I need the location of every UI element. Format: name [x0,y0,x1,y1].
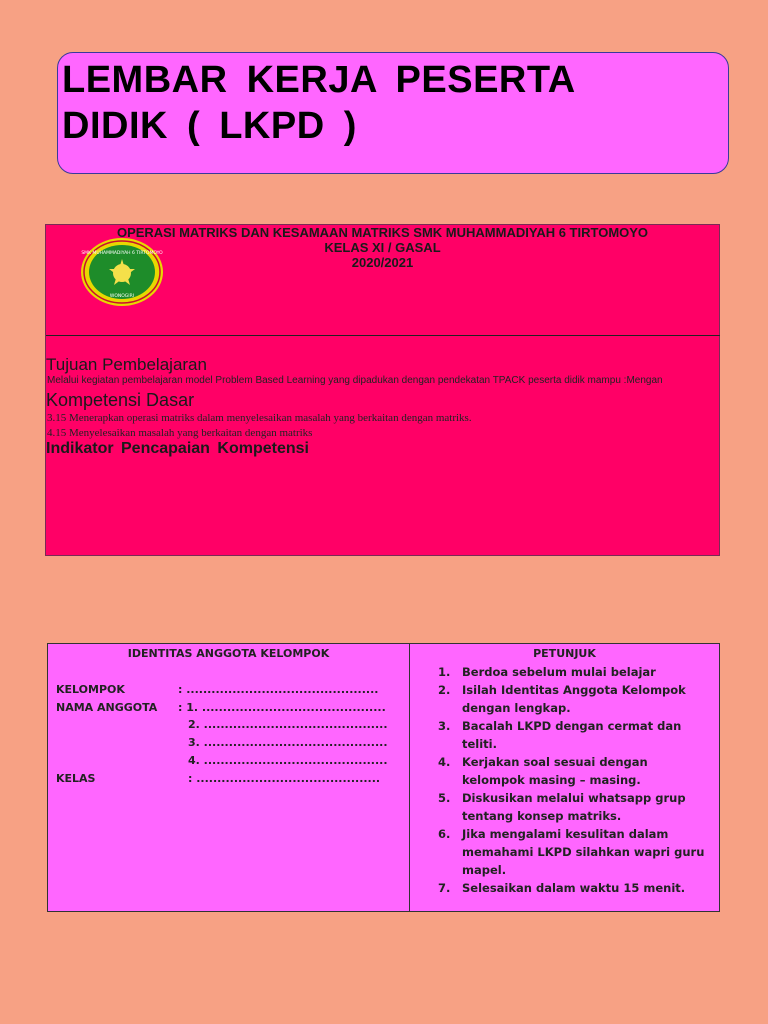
nama-label: NAMA ANGGOTA [56,701,158,714]
header-line-3: 2020/2021 [351,255,414,270]
group-table [47,643,720,912]
list-item: 4. Kerjakan soal sesuai dengan kelompok masing – masing. [438,755,648,787]
nama-field-2[interactable]: 2. ............................................ [188,718,388,731]
identitas-column [48,644,410,911]
logo-top-text: SMK MUHAMMADIYAH 6 TIRTOMOYO [81,251,163,256]
nama-field-1[interactable]: : 1. ............................................ [178,701,386,714]
kelompok-label: KELOMPOK [56,683,125,696]
page-title [62,57,712,149]
ipk-title: Indikator Pencapaian Kompetensi [46,440,309,457]
header-line-2: KELAS XI / GASAL [324,240,441,255]
school-logo-icon [80,237,164,307]
section-divider [46,335,720,336]
kelas-row[interactable] [56,772,380,785]
nama-row-1[interactable] [56,701,386,714]
list-item: 6. Jika mengalami kesulitan dalam memahami LKPD silahkan wapri guru mapel. [438,827,705,877]
kelas-field[interactable]: : ............................................ [188,772,381,785]
identitas-heading: IDENTITAS ANGGOTA KELOMPOK [127,647,330,660]
petunjuk-heading: PETUNJUK [533,647,596,660]
kd-title: Kompetensi Dasar [46,390,195,410]
kelas-label: KELAS [56,772,96,785]
nama-field-3[interactable]: 3. ............................................ [188,736,388,749]
title-line-2: DIDIK ( LKPD ) [62,105,357,147]
list-item: 1. Berdoa sebelum mulai belajar [438,665,656,679]
petunjuk-column [410,644,719,911]
list-item: 5. Diskusikan melalui whatsapp grup tentang konsep matriks. [438,791,686,823]
title-box [57,52,729,174]
list-item: 2. Isilah Identitas Anggota Kelompok dengan lengkap. [438,683,686,715]
title-line-1: LEMBAR KERJA PESERTA [62,59,576,101]
info-panel [45,224,720,556]
header-line-1: OPERASI MATRIKS DAN KESAMAAN MATRIKS SMK MUHAMMADIYAH 6 TIRTOMOYO [116,225,649,240]
kelompok-row[interactable] [56,683,378,696]
tujuan-text: Melalui kegiatan pembelajaran model Problem Based Learning yang dipadukan dengan pendekatan TPACK peserta didik mampu :Mengan [47,375,663,386]
logo-bottom-text: WONOGIRI [109,294,135,299]
kd-item-1: 3.15 Menerapkan operasi matriks dalam menyelesaikan masalah yang berkaitan dengan matriks. [47,412,472,424]
nama-field-4[interactable]: 4. ............................................ [188,754,388,767]
kd-item-2: 4.15 Menyelesaikan masalah yang berkaitan dengan matriks [47,427,313,439]
kelompok-field[interactable]: : .............................................. [178,683,379,696]
tujuan-title: Tujuan Pembelajaran [46,355,207,374]
list-item: 3. Bacalah LKPD dengan cermat dan teliti. [438,719,682,751]
petunjuk-list [410,663,719,897]
list-item: 7. Selesaikan dalam waktu 15 menit. [438,881,686,895]
